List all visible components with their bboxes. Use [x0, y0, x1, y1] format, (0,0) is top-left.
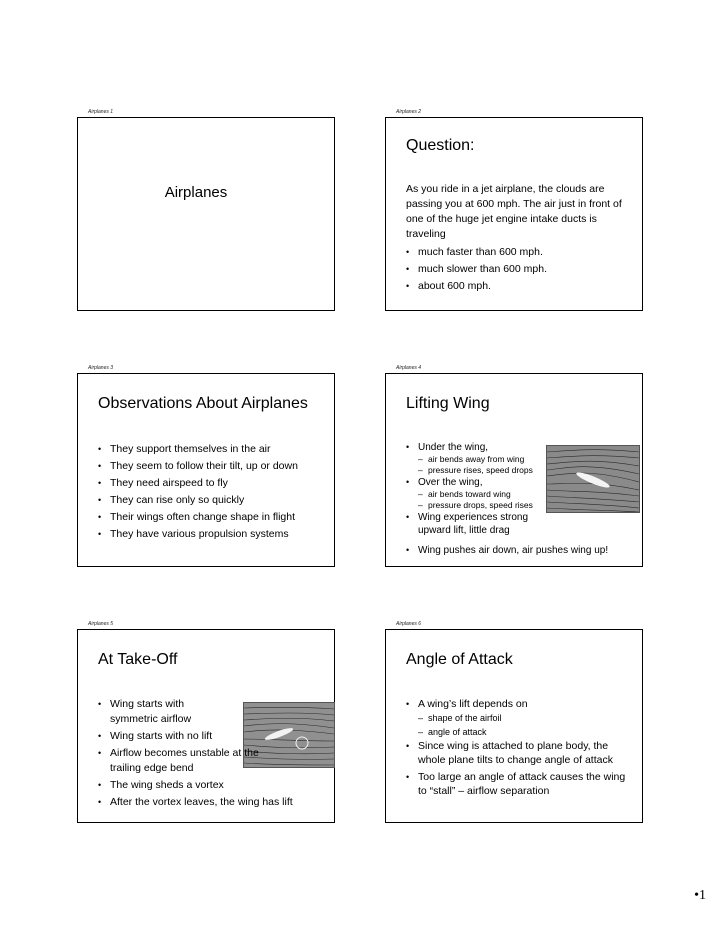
slide-2 [385, 109, 643, 311]
slide-label: Airplanes 3 [88, 365, 114, 371]
slide-6 [385, 621, 643, 823]
bullet-list [98, 441, 326, 543]
slide-label: Airplanes 4 [396, 365, 422, 371]
bullet-list [406, 697, 634, 711]
answer-option: • much slower than 600 mph. [406, 261, 634, 278]
bullet-item: • Since wing is attached to plane body, the whole plane tilts to change angle of attack [406, 739, 634, 767]
bullet-item: • Over the wing, [406, 476, 542, 489]
slide-title: Question: [406, 137, 475, 154]
bullet-list [406, 544, 634, 557]
answer-option: • about 600 mph. [406, 278, 634, 295]
sub-item: – pressure drops, speed rises [418, 500, 542, 511]
airflow-streamlines [547, 446, 639, 512]
slide-4 [385, 365, 643, 567]
slide-title: At Take-Off [98, 651, 178, 668]
bullet-item: • Wing experiences strong upward lift, little drag [406, 511, 548, 537]
bullet-item: • They seem to follow their tilt, up or down [98, 458, 326, 475]
slide-label: Airplanes 2 [396, 109, 422, 115]
bullet-item: • Wing pushes air down, air pushes wing up! [406, 544, 634, 557]
bullet-list [98, 697, 326, 810]
slide-title: Observations About Airplanes [98, 395, 308, 412]
question-text: As you ride in a jet airplane, the clouds are passing you at 600 mph. The air just in front of one of the huge jet engine intake ducts is traveling [406, 183, 622, 240]
page-number: •1 [694, 888, 706, 903]
slide-1 [77, 109, 335, 311]
sub-list [406, 489, 542, 511]
bullet-item: • They can rise only so quickly [98, 492, 326, 509]
slide-5 [77, 621, 335, 823]
bullet-list [406, 739, 634, 798]
bullet-item: • They support themselves in the air [98, 441, 326, 458]
bullet-item: • They have various propulsion systems [98, 526, 326, 543]
bullet-list [406, 441, 542, 454]
bullet-item: • A wing’s lift depends on [406, 697, 634, 711]
bullet-item: • Their wings often change shape in flight [98, 509, 326, 526]
bullet-item: • Wing starts with no lift [98, 729, 326, 744]
bullet-item: • Airflow becomes unstable at the trailing edge bend [98, 746, 260, 776]
bullet-item: • Under the wing, [406, 441, 542, 454]
slide-label: Airplanes 1 [88, 109, 114, 115]
answer-option: • much faster than 600 mph. [406, 244, 634, 261]
slide-title: Airplanes [164, 184, 228, 201]
slide-title: Angle of Attack [406, 651, 513, 668]
sub-item: – angle of attack [418, 725, 634, 739]
bullet-item: • Wing starts with symmetric airflow [98, 697, 228, 727]
bullet-list [406, 476, 542, 489]
bullet-item: • Too large an angle of attack causes the wing to “stall” – airflow separation [406, 770, 634, 798]
bullet-item: • After the vortex leaves, the wing has lift [98, 795, 326, 810]
slide-label: Airplanes 5 [88, 621, 114, 627]
airflow-image [546, 445, 640, 513]
sub-item: – pressure rises, speed drops [418, 465, 542, 476]
bullet-item: • They need airspeed to fly [98, 475, 326, 492]
slide-label: Airplanes 6 [396, 621, 422, 627]
bullet-item: • The wing sheds a vortex [98, 778, 326, 793]
answer-list [406, 244, 634, 295]
slide-3 [77, 365, 335, 567]
sub-item: – shape of the airfoil [418, 711, 634, 725]
bullet-list [406, 511, 542, 537]
sub-list [406, 454, 542, 476]
sub-list [406, 711, 634, 739]
sub-item: – air bends toward wing [418, 489, 542, 500]
sub-item: – air bends away from wing [418, 454, 542, 465]
slide-title: Lifting Wing [406, 395, 490, 412]
